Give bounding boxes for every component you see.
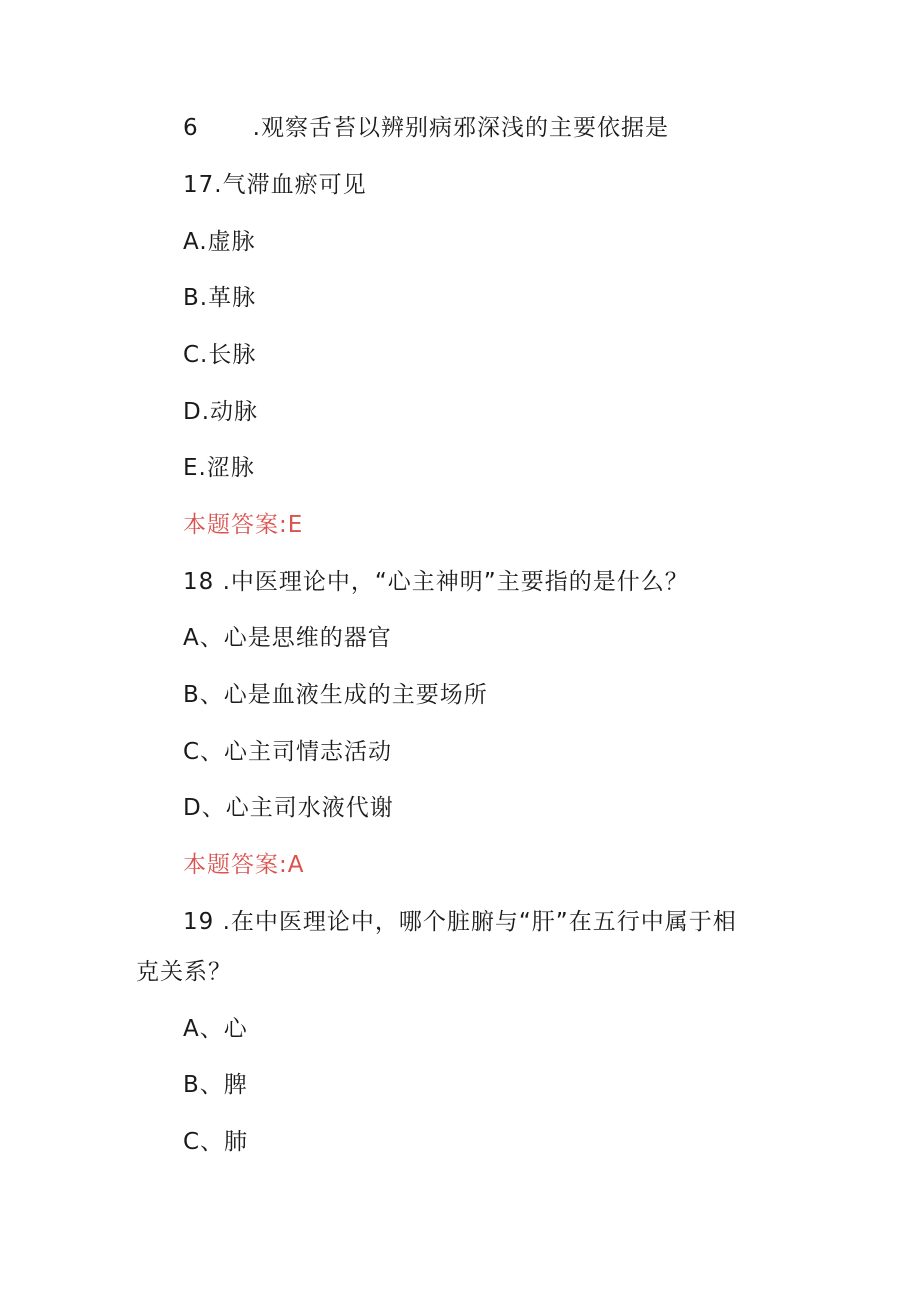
answer-18: 本题答案:A bbox=[183, 852, 305, 878]
option-17-e: E.涩脉 bbox=[183, 455, 255, 481]
question-18: 18 .中医理论中，“心主神明”主要指的是什么？ bbox=[183, 569, 689, 595]
option-17-d: D.动脉 bbox=[183, 399, 259, 425]
question-19-line-1: 19 .在中医理论中，哪个脏腑与“肝”在五行中属于相 bbox=[183, 909, 737, 935]
option-19-a: A、心 bbox=[183, 1016, 248, 1042]
question-16 bbox=[183, 113, 669, 143]
option-19-b: B、脾 bbox=[183, 1072, 248, 1098]
answer-17: 本题答案:E bbox=[183, 512, 304, 538]
option-17-a: A.虚脉 bbox=[183, 229, 256, 255]
option-18-d: D、心主司水液代谢 bbox=[183, 795, 394, 821]
option-17-b: B.革脉 bbox=[183, 285, 257, 311]
option-17-c: C.长脉 bbox=[183, 342, 257, 368]
question-16-number: 6 bbox=[183, 115, 199, 141]
question-16-text: .观察舌苔以辨别病邪深浅的主要依据是 bbox=[252, 115, 669, 141]
option-18-a: A、心是思维的器官 bbox=[183, 625, 392, 651]
option-18-b: B、心是血液生成的主要场所 bbox=[183, 682, 488, 708]
option-18-c: C、心主司情志活动 bbox=[183, 739, 393, 765]
option-19-c: C、肺 bbox=[183, 1129, 249, 1155]
question-17: 17.气滞血瘀可见 bbox=[183, 172, 367, 198]
question-19-line-2: 克关系？ bbox=[136, 959, 232, 985]
